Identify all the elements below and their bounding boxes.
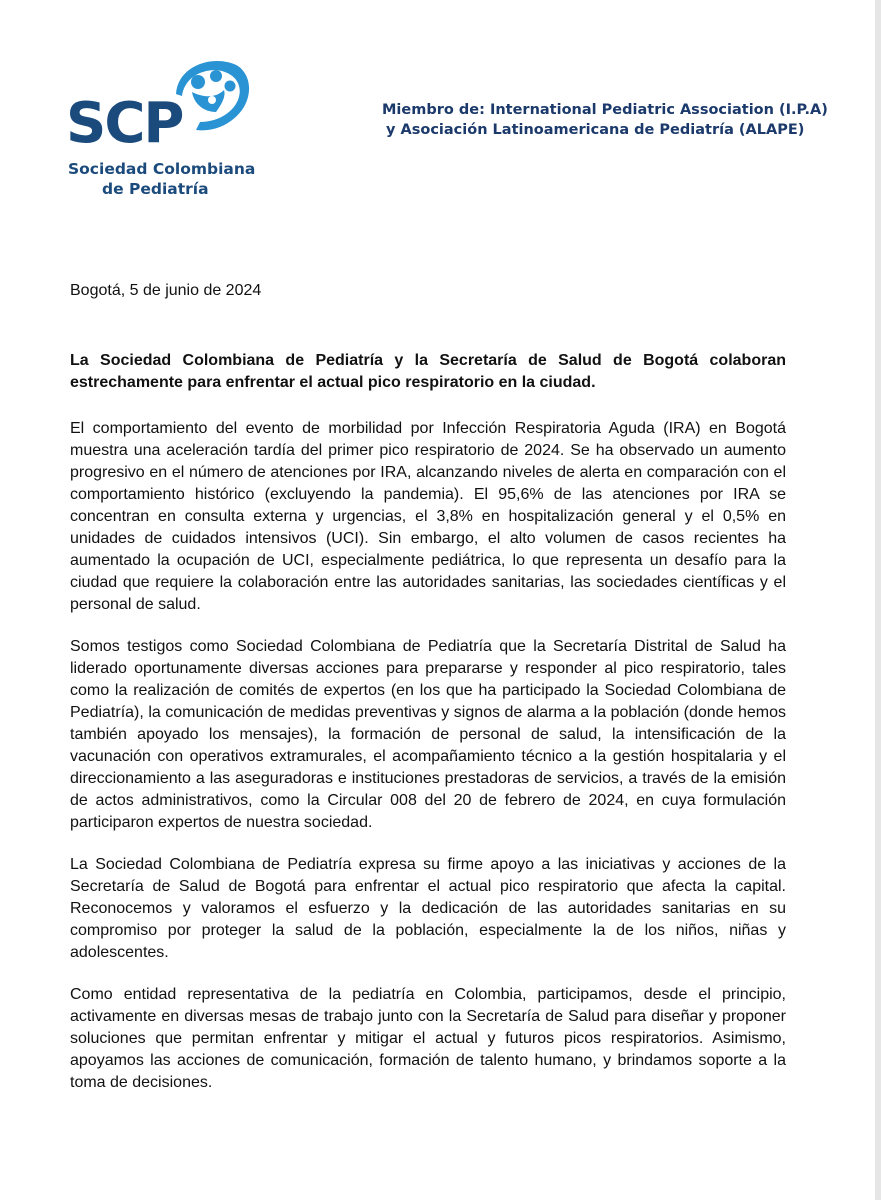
logo-subtitle-line2: de Pediatría xyxy=(102,180,209,198)
logo-subtitle-line1: Sociedad Colombiana xyxy=(68,160,256,178)
membership-block xyxy=(382,100,828,140)
membership-line1: Miembro de: International Pediatric Association (I.P.A) xyxy=(382,102,828,118)
paragraph-4: Como entidad representativa de la pediatría en Colombia, participamos, desde el principio, activamente en diversas mesas de trabajo junto con la Secretaría de Salud para diseñar y proponer soluciones que permitan enfrentar y mitigar el actual y futuros picos respiratorios. Asimismo, apoyamos las acciones de comunicación, formación de talento humano, y brindamos soporte a la toma de decisiones. xyxy=(70,986,786,1091)
page-edge xyxy=(875,0,881,1200)
paragraph-1: El comportamiento del evento de morbilidad por Infección Respiratoria Aguda (IRA) en Bogotá muestra una aceleración tardía del primer pico respiratorio de 2024. Se ha observado un aumento progresivo en el número de atenciones por IRA, alcanzando niveles de alerta en comparación con el comportamiento histórico (excluyendo la pandemia). El 95,6% de las atenciones por IRA se concentran en consulta externa y urgencias, el 3,8% en hospitalización general y el 0,5% en unidades de cuidados intensivos (UCI). Sin embargo, el alto volumen de casos recientes ha aumentado la ocupación de UCI, especialmente pediátrica, lo que representa un desafío para la ciudad que requiere la colaboración entre las autoridades sanitarias, las sociedades científicas y el personal de salud. xyxy=(70,420,786,613)
paragraph-3: La Sociedad Colombiana de Pediatría expresa su firme apoyo a las iniciativas y acciones de la Secretaría de Salud de Bogotá para enfrentar el actual pico respiratorio que afecta la capital. Reconocemos y valoramos el esfuerzo y la dedicación de las autoridades sanitarias en su compromiso por proteger la salud de la población, especialmente la de los niños, niñas y adolescentes. xyxy=(70,856,786,961)
letter-body xyxy=(70,350,786,1094)
letter-headline: La Sociedad Colombiana de Pediatría y la Secretaría de Salud de Bogotá colaboran estrechamente para enfrentar el actual pico respiratorio en la ciudad. xyxy=(70,352,786,391)
scp-logo xyxy=(66,52,256,202)
letter-date: Bogotá, 5 de junio de 2024 xyxy=(70,282,262,299)
paragraph-2: Somos testigos como Sociedad Colombiana de Pediatría que la Secretaría Distrital de Salud ha liderado oportunamente diversas acciones para prepararse y responder al pico respiratorio, tales como la realización de comités de expertos (en los que ha participado la Sociedad Colombiana de Pediatría), la comunicación de medidas preventivas y signos de alarma a la población (donde hemos también apoyado los mensajes), la formación de personal de salud, la intensificación de la vacunación con operativos extramurales, el acompañamiento técnico a la gestión hospitalaria y el direccionamiento a las aseguradoras e instituciones prestadoras de servicios, a través de la emisión de actos administrativos, como la Circular 008 del 20 de febrero de 2024, en cuya formulación participaron expertos de nuestra sociedad. xyxy=(70,638,786,831)
membership-line2: y Asociación Latinoamericana de Pediatría (ALAPE) xyxy=(386,122,805,138)
logo-wordmark: SCP xyxy=(66,91,183,156)
